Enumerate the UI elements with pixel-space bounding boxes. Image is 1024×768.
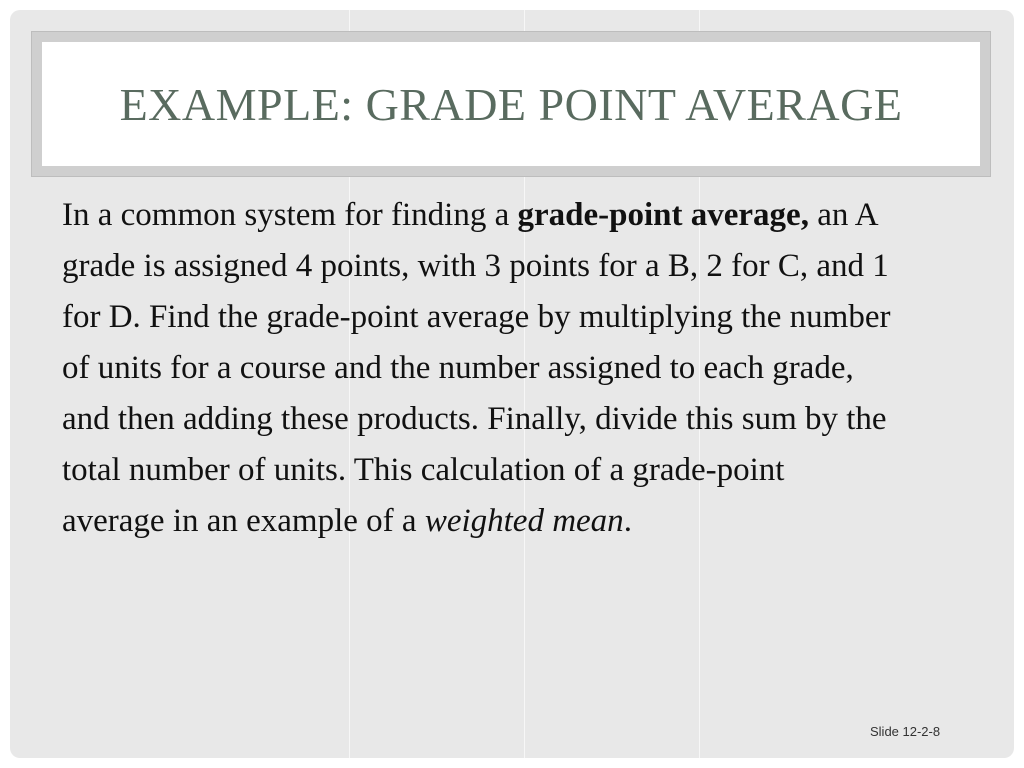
slide: [10, 10, 1014, 758]
body-paragraph: [62, 190, 892, 547]
title-frame: [31, 31, 991, 177]
body-text-segment: In a common system for finding a: [62, 197, 518, 233]
body-bold-term: grade-point average,: [517, 197, 809, 233]
slide-title: EXAMPLE: GRADE POINT AVERAGE: [119, 78, 903, 130]
title-box: [42, 42, 980, 166]
body-text-segment: .: [623, 503, 632, 539]
body-text-segment: an A grade is assigned 4 points, with 3 points for a B, 2 for C, and 1 for D. Find the grade-point average by multiplying the number of units for a course and the number assigned to each grade, and then adding these products. Finally, divide this sum by the total number of units. This calculation of a grade-point average in an example of a: [62, 197, 891, 539]
slide-number: Slide 12-2-8: [870, 724, 941, 739]
body-italic-term: weighted mean: [424, 503, 624, 539]
